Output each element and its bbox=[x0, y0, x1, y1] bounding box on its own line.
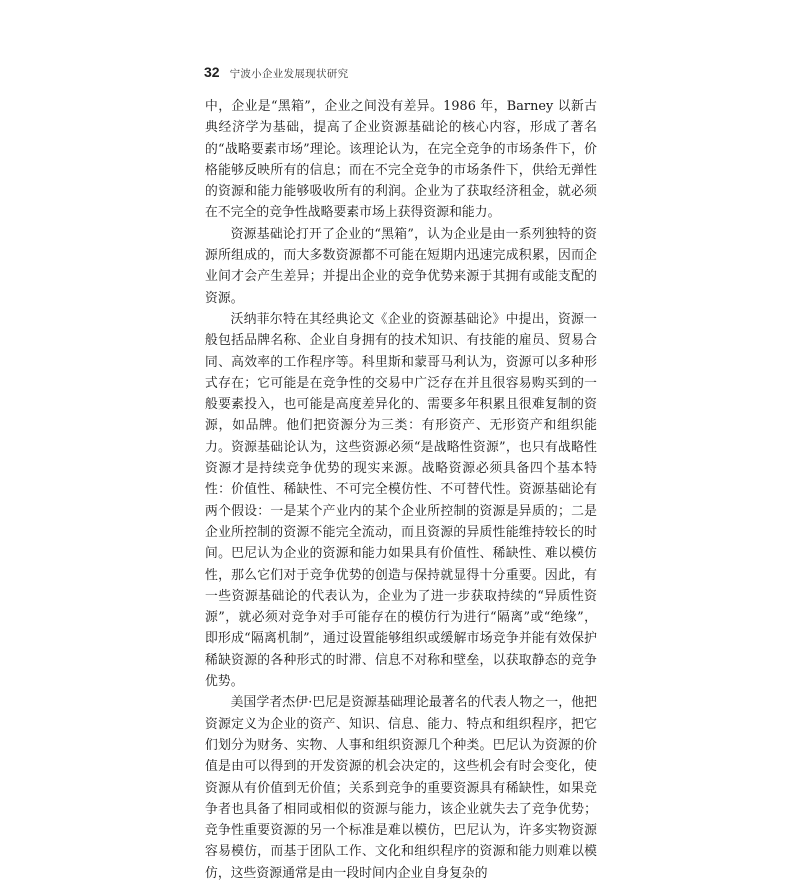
paragraph: 沃纳菲尔特在其经典论文《企业的资源基础论》中提出，资源一般包括品牌名称、企业自身拥有的技术知识、有技能的雇员、贸易合同、高效率的工作程序等。科里斯和蒙哥马利认为，资源可以多种形式存在；它可能是在竞争性的交易中广泛存在并且很容易购买到的一般要素投入，也可能是高度差异化的、需要多年积累且很难复制的资源，如品牌。他们把资源分为三类：有形资产、无形资产和组织能力。资源基础论认为，这些资源必须“是战略性资源”，也只有战略性资源才是持续竞争优势的现实来源。战略资源必须具备四个基本特性：价值性、稀缺性、不可完全模仿性、不可替代性。资源基础论有两个假设：一是某个产业内的某个企业所控制的资源是异质的；二是企业所控制的资源不能完全流动，而且资源的异质性能维持较长的时间。巴尼认为企业的资源和能力如果具有价值性、稀缺性、难以模仿性，那么它们对于竞争优势的创造与保持就显得十分重要。因此，有一些资源基础论的代表认为，企业为了进一步获取持续的“异质性资源”，就必须对竞争对手可能存在的模仿行为进行“隔离”或“绝缘”，即形成“隔离机制”，通过设置能够组织或缓解市场竞争并能有效保护稀缺资源的各种形式的时滞、信息不对称和壁垒，以获取静态的竞争优势。 bbox=[205, 311, 597, 690]
paragraph: 资源基础论打开了企业的“黑箱”，认为企业是由一系列独特的资源所组成的，而大多数资源都不可能在短期内迅速完成积累，因而企业间才会产生差异；并提出企业的竞争优势来源于其拥有或能支配的资源。 bbox=[205, 226, 597, 306]
paragraph-continued: 中，企业是“黑箱”，企业之间没有差异。1986 年，Barney 以新古典经济学为基础，提高了企业资源基础论的核心内容，形成了著名的“战略要素市场”理论。该理论认为，在完全竞争的市场条件下，价格能够反映所有的信息；而在不完全竞争的市场条件下，供给无弹性的资源和能力能够吸收所有的利润。企业为了获取经济租金，就必须在不完全的竞争性战略要素市场上获得资源和能力。 bbox=[205, 99, 597, 221]
body-text bbox=[205, 96, 597, 884]
page-number: 32 bbox=[204, 64, 220, 80]
paragraph: 美国学者杰伊·巴尼是资源基础理论最著名的代表人物之一，他把资源定义为企业的资产、知识、信息、能力、特点和组织程序，把它们划分为财务、实物、人事和组织资源几个种类。巴尼认为资源的价值是由可以得到的开发资源的机会决定的，这些机会有时会变化，使资源从有价值到无价值；关系到竞争的重要资源具有稀缺性，如果竞争者也具备了相同或相似的资源与能力，该企业就失去了竞争优势；竞争性重要资源的另一个标准是难以模仿，巴尼认为，许多实物资源容易模仿，而基于团队工作、文化和组织程序的资源和能力则难以模仿，这些资源通常是由一段时间内企业自身复杂的 bbox=[205, 695, 597, 881]
running-title: 宁波小企业发展现状研究 bbox=[229, 68, 349, 80]
page-header bbox=[204, 64, 348, 81]
